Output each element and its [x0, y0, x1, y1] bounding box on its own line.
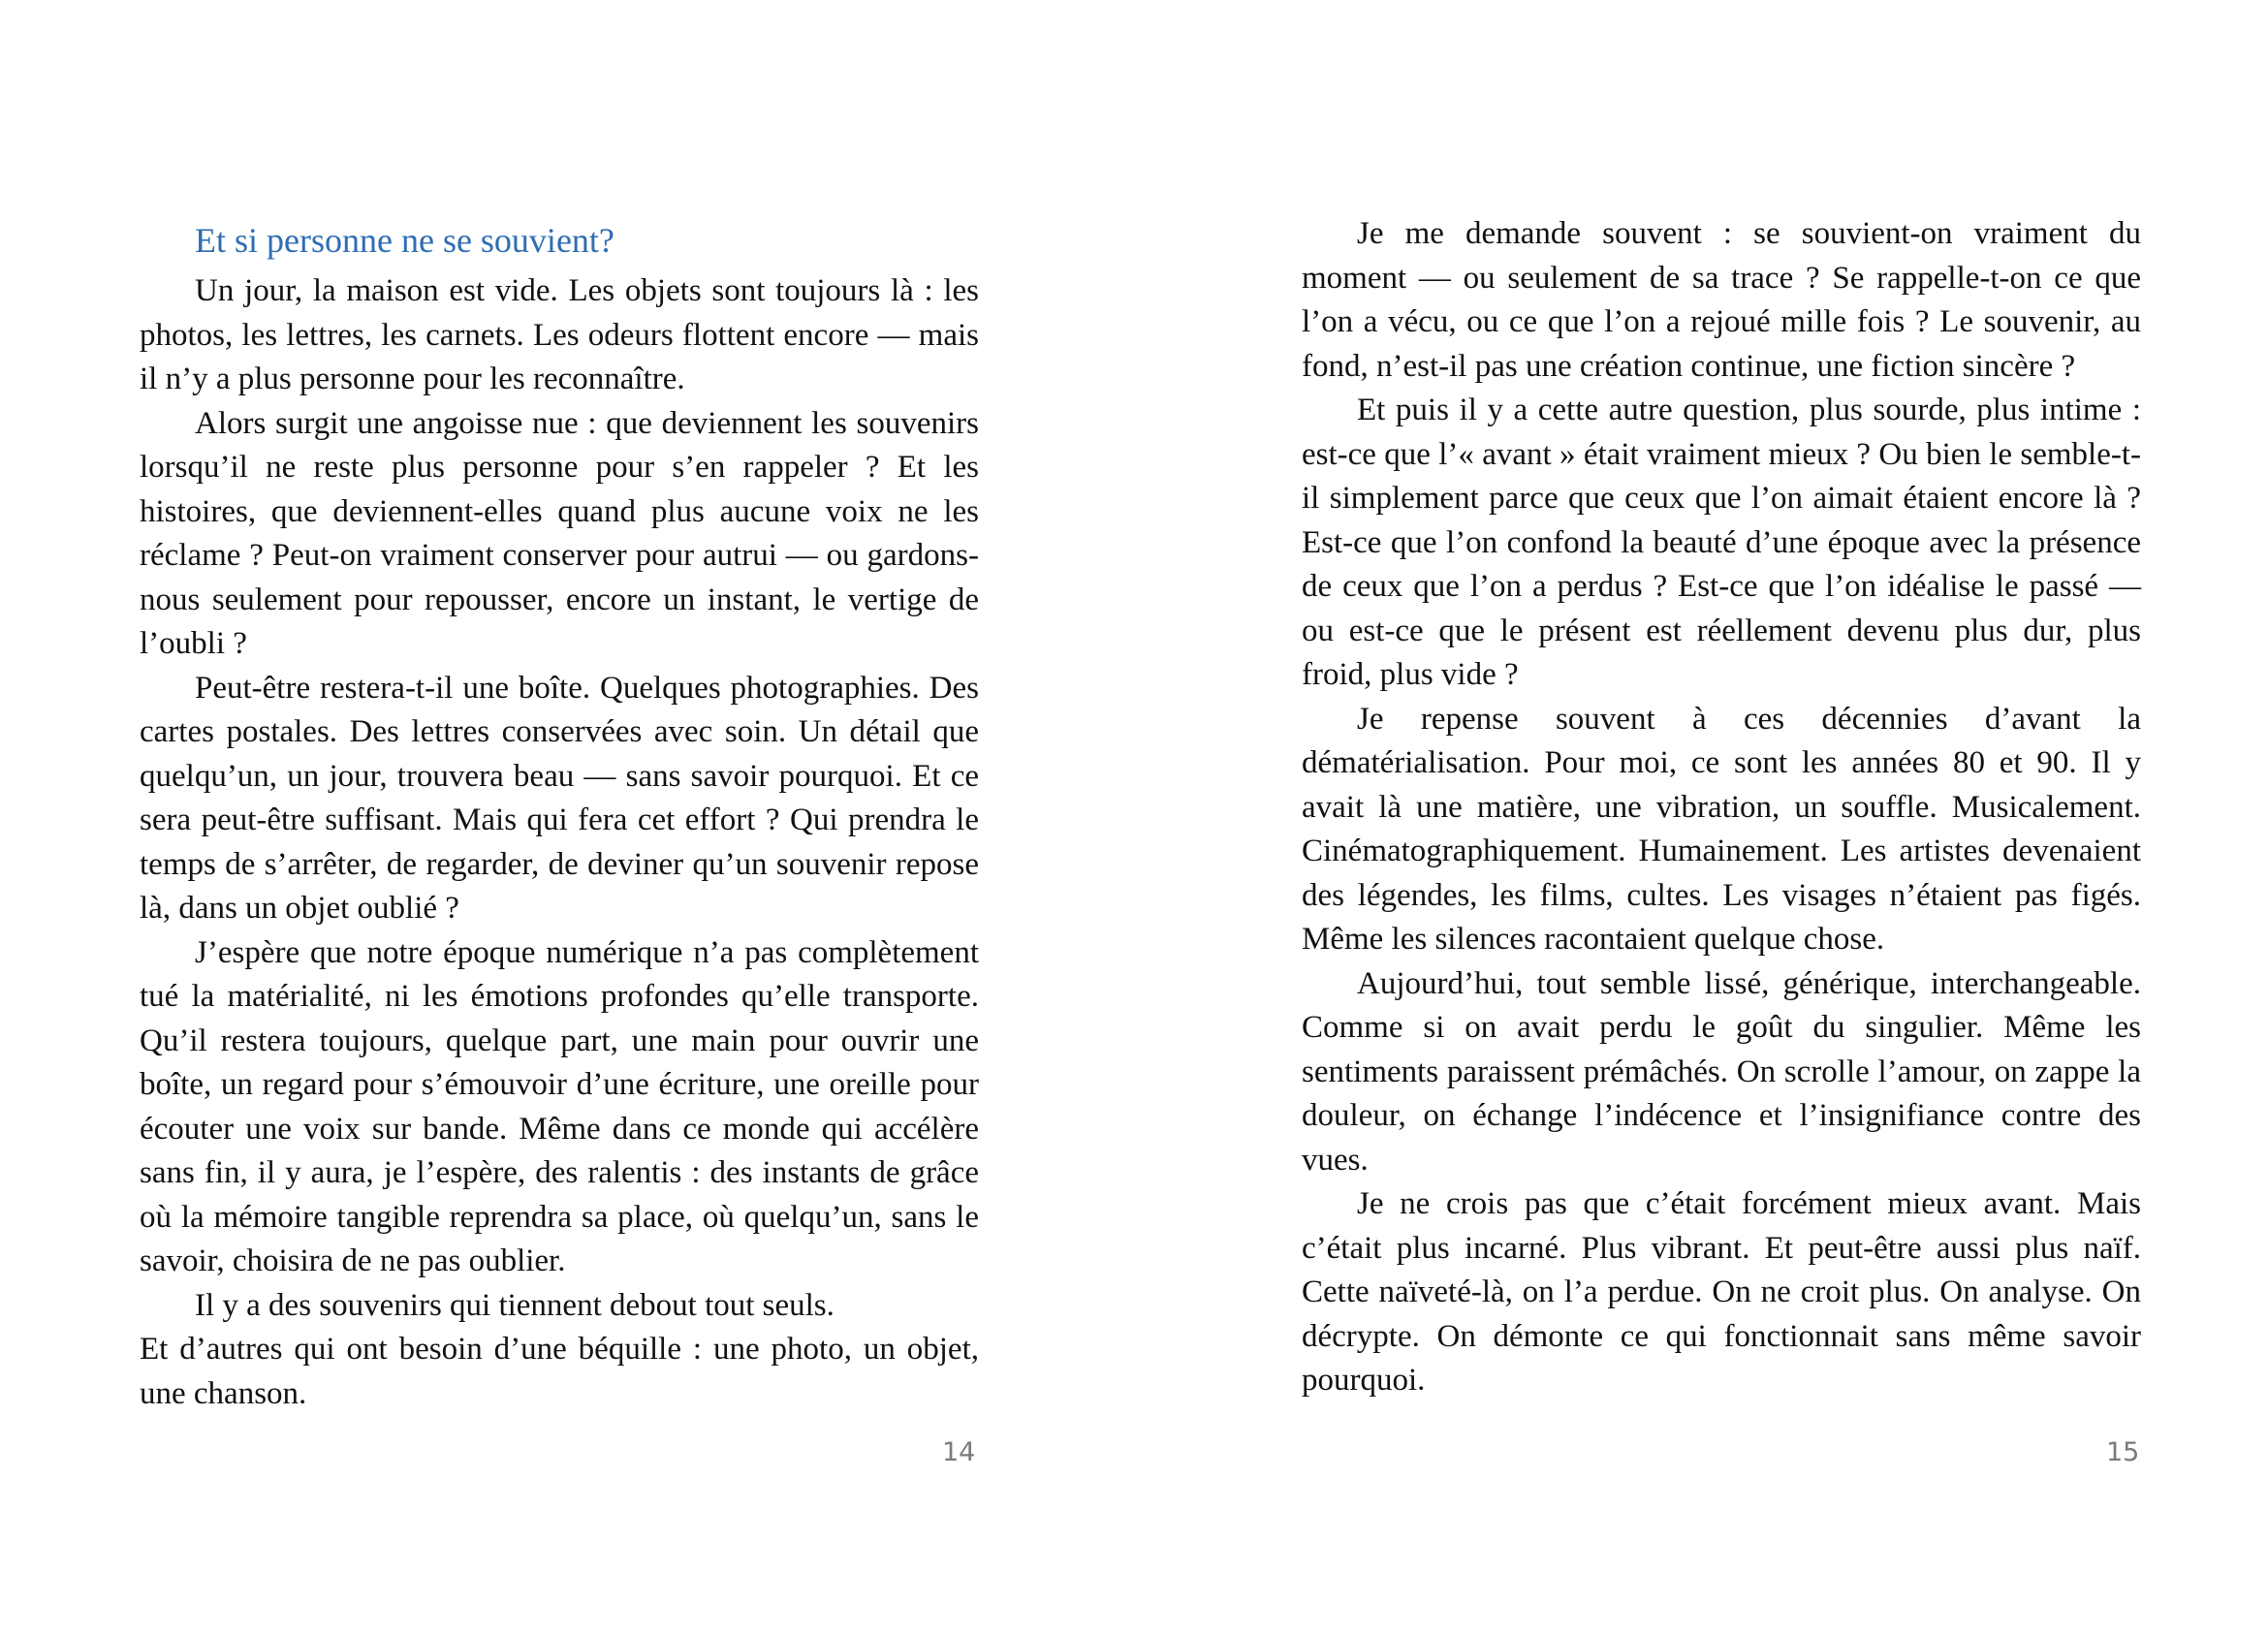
paragraph: Un jour, la maison est vide. Les objets sont toujours là : les photos, les lettres, les carnets. Les odeurs flottent encore — mais il n’y a plus personne pour les reconnaître.: [140, 273, 979, 396]
page-number-left: 14: [942, 1437, 976, 1467]
chapter-title: Et si personne ne se souvient?: [195, 221, 614, 260]
paragraph: Et puis il y a cette autre question, plus sourde, plus intime : est-ce que l’« avant » était vraiment mieux ? Ou bien le semble-t-il simplement parce que ceux que l’on aimait étaient encore là ? Est-ce que l’on confond la beauté d’une époque avec la présence de ceux que l’on a perdus ? Est-ce que l’on idéalise le passé — ou est-ce que le présent est réellement devenu plus dur, plus froid, plus vide ?: [1302, 393, 2141, 692]
paragraph: Il y a des souvenirs qui tiennent debout tout seuls.: [195, 1287, 835, 1323]
right-page: [1134, 0, 2268, 1636]
paragraph-final: Et d’autres qui ont besoin d’une béquille : une photo, un objet, une chanson.: [140, 1332, 979, 1411]
paragraph: J’espère que notre époque numérique n’a pas complètement tué la matérialité, ni les émotions profondes qu’elle transporte. Qu’il restera toujours, quelque part, une main pour ouvrir une boîte, un regard pour s’émouvoir d’une écriture, une oreille pour écouter une voix sur bande. Même dans ce monde qui accélère sans fin, il y aura, je l’espère, des ralentis : des instants de grâce où la mémoire tangible reprendra sa place, où quelqu’un, sans le savoir, choisira de ne pas oublier.: [140, 934, 979, 1278]
left-page-text: [140, 217, 979, 1416]
paragraph: Je ne crois pas que c’était forcément mieux avant. Mais c’était plus incarné. Plus vibrant. Et peut-être aussi plus naïf. Cette naïveté-là, on l’a perdue. On ne croit plus. On analyse. On décrypte. On démonte ce qui fonctionnait sans même savoir pourquoi.: [1302, 1186, 2141, 1398]
page-number-right: 15: [2106, 1437, 2140, 1467]
paragraph: Alors surgit une angoisse nue : que deviennent les souvenirs lorsqu’il ne reste plus personne pour s’en rappeler ? Et les histoires, que deviennent-elles quand plus aucune voix ne les réclame ? Peut-on vraiment conserver pour autrui — ou gardons-nous seulement pour repousser, encore un instant, le vertige de l’oubli ?: [140, 405, 979, 661]
paragraph: Peut-être restera-t-il une boîte. Quelques photographies. Des cartes postales. Des lettres conservées avec soin. Un détail que quelqu’un, un jour, trouvera beau — sans savoir pourquoi. Et ce sera peut-être suffisant. Mais qui fera cet effort ? Qui prendra le temps de s’arrêter, de regarder, de deviner qu’un souvenir repose là, dans un objet oublié ?: [140, 670, 979, 926]
right-page-text: [1302, 212, 2141, 1403]
paragraph: Je repense souvent à ces décennies d’avant la dématérialisation. Pour moi, ce sont les années 80 et 90. Il y avait là une matière, une vibration, un souffle. Musicalement. Cinématographiquement. Humainement. Les artistes devenaient des légendes, les films, cultes. Les visages n’étaient pas figés. Même les silences racontaient quelque chose.: [1302, 701, 2141, 957]
paragraph: Je me demande souvent : se souvient-on vraiment du moment — ou seulement de sa trace ? Se rappelle-t-on ce que l’on a vécu, ou ce que l’on a rejoué mille fois ? Le souvenir, au fond, n’est-il pas une création continue, une fiction sincère ?: [1302, 216, 2141, 384]
paragraph: Aujourd’hui, tout semble lissé, générique, interchangeable. Comme si on avait perdu le goût du singulier. Même les sentiments paraissent prémâchés. On scrolle l’amour, on zappe la douleur, on échange l’indécence et l’insignifiance contre des vues.: [1302, 965, 2141, 1178]
